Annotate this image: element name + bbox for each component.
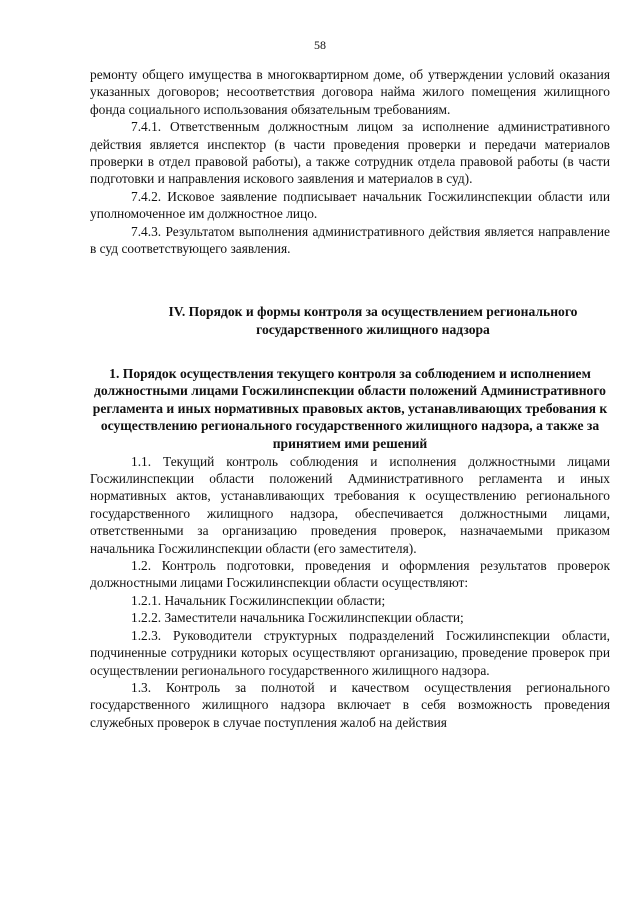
section-heading-iv: IV. Порядок и формы контроля за осуществлением регионального государственного жилищного надзора	[168, 304, 578, 338]
subsection-heading-1: 1. Порядок осуществления текущего контроля за соблюдением и исполнением должностными лицами Госжилинспекции области положений Административного регламента и иных нормативных правовых актов, устанавливающих требования к осуществлению регионального государственного жилищного надзора, а также за принятием ими решений	[92, 365, 608, 452]
paragraph-1-2-3: 1.2.3. Руководители структурных подразделений Госжилинспекции области, подчиненные сотрудники которых осуществляют организацию, проведение проверок при осуществлении регионального государственного жилищного надзора.	[90, 627, 610, 678]
page-number: 58	[314, 38, 326, 52]
paragraph-1-2-2: 1.2.2. Заместители начальника Госжилинспекции области;	[131, 610, 464, 626]
paragraph-7-4-3: 7.4.3. Результатом выполнения административного действия является направление в суд соответствующего заявления.	[90, 223, 610, 257]
paragraph-continuation: ремонту общего имущества в многоквартирном доме, об утверждении условий оказания указанных договоров; несоответствия договора найма жилого помещения жилищного фонда социального использования обязательным требованиям.	[90, 67, 610, 117]
document-body	[90, 66, 610, 731]
paragraph-1-1: 1.1. Текущий контроль соблюдения и исполнения должностными лицами Госжилинспекции области положений Административного регламента и иных нормативных актов, устанавливающих требования к осуществлению регионального государственного жилищного надзора, обеспечивается должностными лицами, ответственными за организацию проведения проверок, назначаемыми приказом начальника Госжилинспекции области (его заместителя).	[90, 453, 610, 556]
spacer	[90, 257, 610, 303]
paragraph-7-4-2: 7.4.2. Исковое заявление подписывает начальник Госжилинспекции области или уполномоченное им должностное лицо.	[90, 188, 610, 222]
paragraph-1-2: 1.2. Контроль подготовки, проведения и оформления результатов проверок должностными лицами Госжилинспекции области осуществляют:	[90, 558, 610, 591]
paragraph-1-2-1: 1.2.1. Начальник Госжилинспекции области;	[131, 592, 386, 608]
paragraph-1-3: 1.3. Контроль за полнотой и качеством осуществления регионального государственного жилищного надзора включает в себя возможность проведения служебных проверок в случае поступления жалоб на действия	[90, 679, 610, 730]
paragraph-7-4-1: 7.4.1. Ответственным должностным лицом за исполнение административного действия является инспектор (в части проведения проверки и передачи материалов проверки в отдел правовой работы), а также сотрудник отдела правовой работы (в части подготовки и направления искового заявления и материалов в суд).	[90, 119, 610, 187]
spacer	[90, 339, 610, 365]
